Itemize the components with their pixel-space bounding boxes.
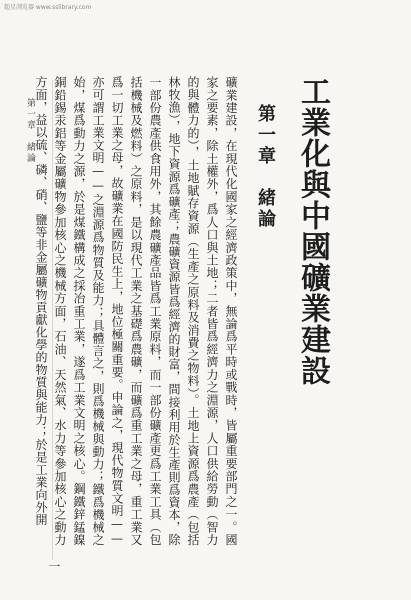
chapter-heading: 第一章 緒論 xyxy=(255,104,276,230)
running-head: 第一章 緒論 xyxy=(25,98,35,164)
body-text xyxy=(31,76,240,546)
main-text-area xyxy=(10,76,240,546)
viewer-title-bar: 超星浏览器 www.sslibrary.com xyxy=(4,4,92,11)
margin-rule xyxy=(52,80,53,560)
paragraph: 礦業建設，在現代化國家之經濟政策中，無論爲平時或戰時，皆屬重要部門之一。國家之要素，除土權外，爲人口與土地；二者皆爲經濟力之淵源，人口供給勞動（智力的與體力的），土地賦存資源（生產之原料及消費之物料）。土地上資源爲農產（包括林牧漁），地下資源爲礦產；農礦資源皆爲經濟的財富，間接利用於生產則爲資本，除一部份農產供食用外，其餘農礦產品皆爲工業原料，而一部份礦產更爲工業工具（包括機械及燃料）之原料，是以現代工業之基礎爲農礦，而礦爲重工業之母，重工業又爲一切工業之母，故礦業在國防民生上，地位極關重要。申論之，現代物質文明——亦可謂工業文明——之淵源爲物質及能力；具體言之，則爲機械與動力；鐵爲機械之始，煤爲動力之源，於是煤鐵構成之採冶重工業，遂爲工業文明之核心。鋼鐵鋅錳鎳銅鉛錫汞鋁等金屬礦物參加核心之機械方面，石油、天然氣、水力等參加核心之動力方面，益以硫、磷、硝、鹽等非金屬礦物貢獻化學的物質與能力；於是工業向外開 xyxy=(34,76,238,546)
book-title: 工業化與中國礦業建設 xyxy=(295,76,330,386)
page-number: 一 xyxy=(47,560,61,572)
